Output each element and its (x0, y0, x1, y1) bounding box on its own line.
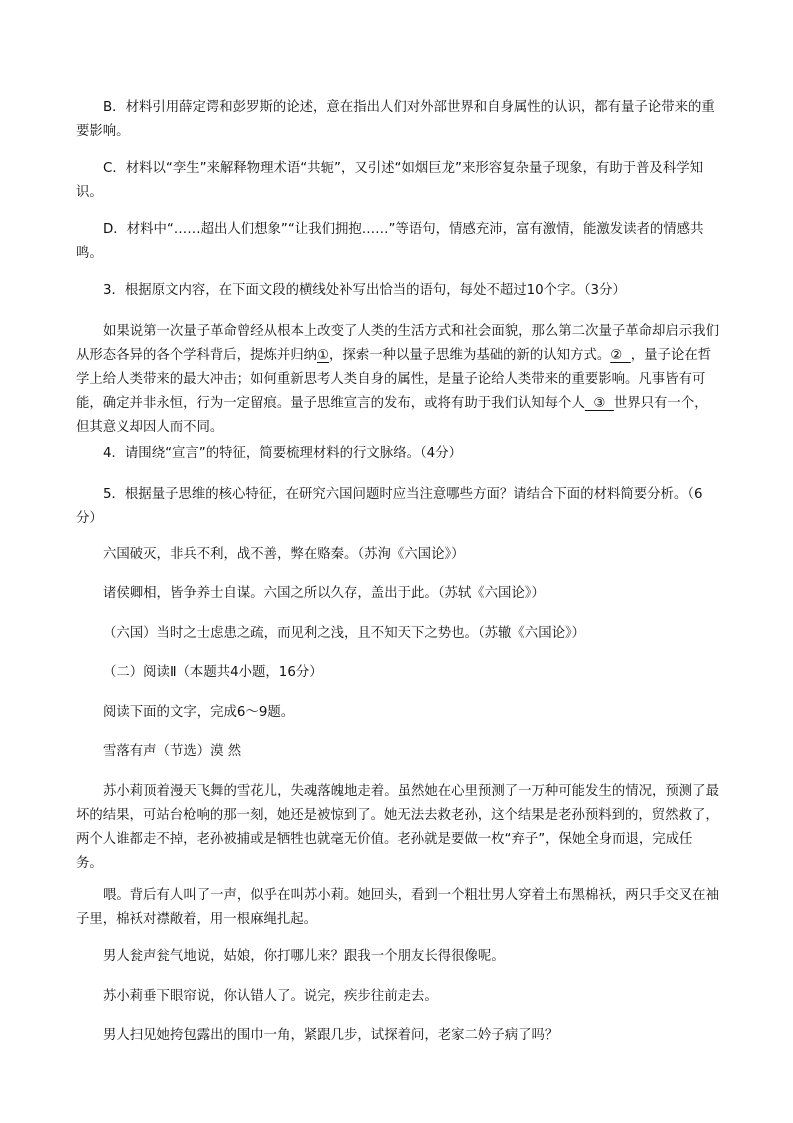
fill-blank-3: ③ (584, 396, 614, 411)
passage-segment-4: 世界只有一个，但其意义却因人而不同。 (76, 396, 708, 435)
question-4: 4．请围绕“宣言”的特征，简要梳理材料的行文脉络。（4分） (103, 446, 462, 461)
story-title: 雪落有声（节选）漠 然 (103, 744, 242, 759)
option-b: B．材料引用薛定谔和彭罗斯的论述，意在指出人们对外部世界和自身属性的认识，都有量子论带来的重要影响。 (76, 100, 715, 139)
story-paragraph-4: 苏小莉垂下眼帘说，你认错人了。说完，疾步往前走去。 (103, 989, 438, 1004)
passage-segment-2: ，探索一种以量子思维为基础的新的认知方式。 (329, 348, 611, 363)
fill-blank-2: ② (610, 348, 631, 363)
passage-segment-3: ，量子论在哲学上给人类带来的最大冲击；如何重新思考人类自身的属性，是量子论给人类带来的重要影响。凡事皆有可能，确定并非永恒，行为一定留痕。量子思维宣言的发布，或将有助于我们认知每个人 (76, 348, 712, 411)
question-3-passage (76, 320, 719, 440)
passage-segment-1: 如果说第一次量子革命曾经从根本上改变了人类的生活方式和社会面貌，那么第二次量子革命却启示我们从形态各异的各个学科背后，提炼并归纳 (76, 324, 719, 363)
fill-blank-1: ① (317, 348, 330, 363)
story-paragraph-3: 男人瓮声瓮气地说，姑娘，你打哪儿来？跟我一个朋友长得很像呢。 (103, 949, 505, 964)
quote-su-shi: 诸侯卿相，皆争养士自谋。六国之所以久存，盖出于此。（苏轼《六国论》） (103, 586, 545, 601)
section-2-heading: （二）阅读Ⅱ（本题共4小题，16分） (103, 665, 323, 680)
story-paragraph-1: 苏小莉顶着漫天飞舞的雪花儿，失魂落魄地走着。虽然她在心里预测了一万种可能发生的情况，预测了最坏的结果，可站台枪响的那一刻，她还是被惊到了。她无法去救老孙，这个结果是老孙预料到的，贸然救了，两个人谁都走不掉，老孙被捕或是牺牲也就毫无价值。老孙就是要做一枚“弃子”，保她全身而退，完成任务。 (76, 784, 719, 871)
quote-su-zhe: （六国）当时之士虑患之疏，而见利之浅，且不知天下之势也。（苏辙《六国论》） (103, 626, 586, 641)
story-paragraph-2: 喂。背后有人叫了一声，似乎在叫苏小莉。她回头，看到一个粗壮男人穿着土布黑棉袄，两只手交叉在袖子里，棉袄对襟敞着，用一根麻绳扎起。 (76, 888, 719, 927)
quote-su-xun: 六国破灭，非兵不利，战不善，弊在赂秦。（苏洵《六国论》） (103, 547, 465, 562)
story-paragraph-5: 男人扫见她挎包露出的围巾一角，紧跟几步，试探着问，老家二妗子病了吗？ (103, 1028, 559, 1043)
option-c: C．材料以“孪生”来解释物理术语“共轭”，又引述“如烟巨龙”来形容复杂量子现象，有助于普及科学知识。 (76, 161, 703, 200)
option-d: D．材料中“……超出人们想象”“让我们拥抱……”等语句，情感充沛，富有激情，能激发读者的情感共鸣。 (76, 222, 704, 261)
section-2-instruction: 阅读下面的文字，完成6～9题。 (103, 705, 295, 720)
question-5-prompt: 5．根据量子思维的核心特征，在研究六国问题时应当注意哪些方面？请结合下面的材料简要分析。（6分） (76, 487, 703, 526)
question-3-prompt: 3．根据原文内容，在下面文段的横线处补写出恰当的语句，每处不超过10个字。（3分） (103, 283, 626, 298)
